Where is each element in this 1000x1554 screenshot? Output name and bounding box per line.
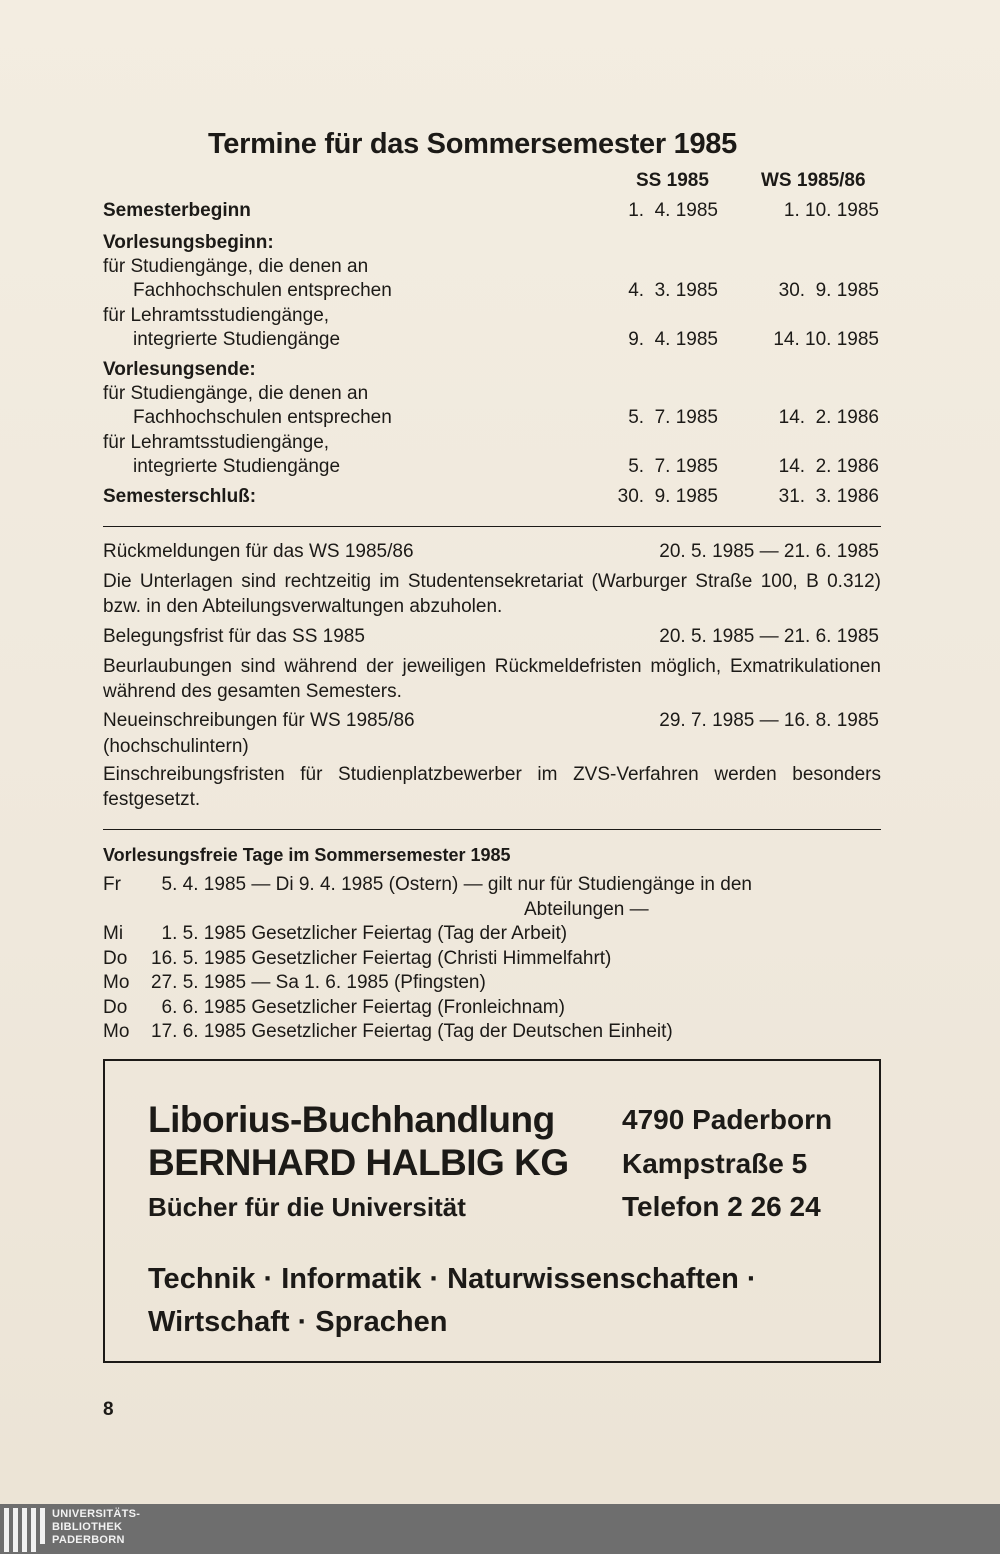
ad-subjects-line2: Wirtschaft · Sprachen: [148, 1306, 448, 1338]
page-number: 8: [103, 1399, 114, 1420]
holiday-item: [103, 1020, 673, 1045]
divider: [103, 829, 881, 830]
schedule-row: [103, 230, 881, 256]
rueckmeldung-range: 20. 5. 1985 — 21. 6. 1985: [659, 541, 879, 562]
schedule-label: Semesterbeginn: [103, 200, 251, 221]
holiday-item: [103, 873, 752, 898]
library-footer-bar: [0, 1504, 1000, 1554]
holiday-text: 1. 5. 1985 Gesetzlicher Feiertag (Tag der Arbeit): [151, 923, 568, 944]
holiday-text: 16. 5. 1985 Gesetzlicher Feiertag (Christi Himmelfahrt): [151, 947, 612, 969]
schedule-row: [103, 430, 881, 456]
schedule-ss-date: 30. 9. 1985: [617, 486, 718, 507]
holiday-weekday: Mo: [103, 1021, 130, 1042]
schedule-row: [103, 278, 881, 304]
library-logo-line2: BIBLIOTHEK: [52, 1521, 123, 1533]
library-logo-line1: UNIVERSITÄTS-: [52, 1508, 141, 1520]
schedule-row: [103, 381, 881, 407]
ad-street: Kampstraße 5: [622, 1148, 808, 1179]
holiday-text: 27. 5. 1985 — Sa 1. 6. 1985 (Pfingsten): [151, 972, 486, 993]
library-logo-text: [52, 1508, 140, 1547]
schedule-row: [103, 484, 881, 510]
schedule-label: integrierte Studiengänge: [133, 456, 341, 477]
schedule-row: [103, 327, 881, 353]
schedule-ss-date: 1. 4. 1985: [628, 200, 718, 221]
unterlagen-paragraph: Die Unterlagen sind rechtzeitig im Studentensekretariat (Warburger Straße 100, B 0.312) bzw. in den Abteilungsverwaltungen abzuholen.: [103, 571, 881, 617]
holiday-item: [103, 971, 486, 996]
schedule-ws-date: 14. 2. 1986: [778, 456, 879, 477]
holiday-weekday: Do: [103, 996, 128, 1018]
ad-city: 4790 Paderborn: [622, 1104, 833, 1135]
schedule-label: für Studiengänge, die denen an: [103, 383, 369, 404]
holiday-item: [103, 947, 611, 972]
ad-tagline: Bücher für die Universität: [148, 1192, 466, 1222]
schedule-label: Fachhochschulen entsprechen: [133, 407, 392, 428]
schedule-label: integrierte Studiengänge: [133, 329, 341, 350]
holiday-weekday: Mi: [103, 923, 124, 944]
library-logo-icon: [4, 1508, 46, 1552]
holiday-weekday: Fr: [103, 874, 121, 895]
belegung-range: 20. 5. 1985 — 21. 6. 1985: [659, 626, 879, 647]
divider: [103, 526, 881, 527]
rueckmeldung-row: [103, 539, 881, 565]
holiday-weekday: Do: [103, 947, 128, 969]
beurlaubung-paragraph: Beurlaubungen sind während der jeweiligen Rückmeldefristen möglich, Exmatrikulationen während des gesamten Semesters.: [103, 656, 881, 702]
belegung-label: Belegungsfrist für das SS 1985: [103, 626, 365, 647]
schedule-label: Vorlesungsende:: [103, 359, 256, 380]
ad-subjects-line1: Technik · Informatik · Naturwissenschaften ·: [148, 1263, 757, 1295]
schedule-label: Semesterschluß:: [103, 486, 257, 507]
schedule-label: für Lehramtsstudiengänge,: [103, 305, 330, 326]
schedule-row: [103, 303, 881, 329]
neueinschreibung-range: 29. 7. 1985 — 16. 8. 1985: [659, 710, 879, 731]
schedule-ss-date: 5. 7. 1985: [628, 407, 718, 428]
schedule-ss-date: 5. 7. 1985: [628, 456, 718, 477]
library-logo-line3: PADERBORN: [52, 1534, 125, 1546]
schedule-row: [103, 454, 881, 480]
belegung-row: [103, 624, 881, 650]
holiday-text: Abteilungen —: [524, 898, 649, 920]
schedule-ss-date: 4. 3. 1985: [628, 280, 718, 301]
ad-company-name: BERNHARD HALBIG KG: [148, 1142, 569, 1183]
bookstore-advertisement: [103, 1059, 881, 1363]
holiday-text: 6. 6. 1985 Gesetzlicher Feiertag (Fronleichnam): [151, 996, 565, 1018]
ad-store-name: Liborius-Buchhandlung: [148, 1099, 555, 1140]
neueinschreibung-note: (hochschulintern): [103, 736, 249, 757]
schedule-ws-date: 30. 9. 1985: [778, 280, 879, 301]
schedule-ss-date: 9. 4. 1985: [628, 329, 718, 350]
schedule-row: [103, 405, 881, 431]
holiday-item: [103, 922, 567, 947]
holiday-text: 5. 4. 1985 — Di 9. 4. 1985 (Ostern) — gilt nur für Studiengänge in den: [151, 874, 752, 895]
schedule-label: für Lehramtsstudiengänge,: [103, 432, 330, 453]
schedule-label: Vorlesungsbeginn:: [103, 232, 274, 253]
page-title: Termine für das Sommersemester 1985: [208, 128, 737, 160]
holiday-text: 17. 6. 1985 Gesetzlicher Feiertag (Tag der Deutschen Einheit): [151, 1021, 673, 1042]
column-header-ss: SS 1985: [636, 170, 709, 191]
zvs-paragraph: Einschreibungsfristen für Studienplatzbewerber im ZVS-Verfahren werden besonders festgesetzt.: [103, 764, 881, 810]
schedule-label: für Studiengänge, die denen an: [103, 256, 369, 277]
schedule-row: [103, 254, 881, 280]
schedule-row: [103, 198, 881, 224]
schedule-row: [103, 357, 881, 383]
column-header-ws: WS 1985/86: [761, 170, 866, 191]
holiday-item: [524, 898, 649, 923]
neueinschreibung-label: Neueinschreibungen für WS 1985/86: [103, 710, 415, 731]
schedule-ws-date: 14. 2. 1986: [778, 407, 879, 428]
holiday-weekday: Mo: [103, 972, 130, 993]
schedule-ws-date: 14. 10. 1985: [773, 329, 879, 350]
schedule-ws-date: 31. 3. 1986: [778, 486, 879, 507]
holiday-item: [103, 996, 565, 1021]
schedule-ws-date: 1. 10. 1985: [783, 200, 879, 221]
schedule-label: Fachhochschulen entsprechen: [133, 280, 392, 301]
neueinschreibung-row: [103, 708, 881, 734]
rueckmeldung-label: Rückmeldungen für das WS 1985/86: [103, 541, 414, 562]
ad-phone: Telefon 2 26 24: [622, 1191, 821, 1222]
holidays-heading: Vorlesungsfreie Tage im Sommersemester 1985: [103, 845, 511, 865]
